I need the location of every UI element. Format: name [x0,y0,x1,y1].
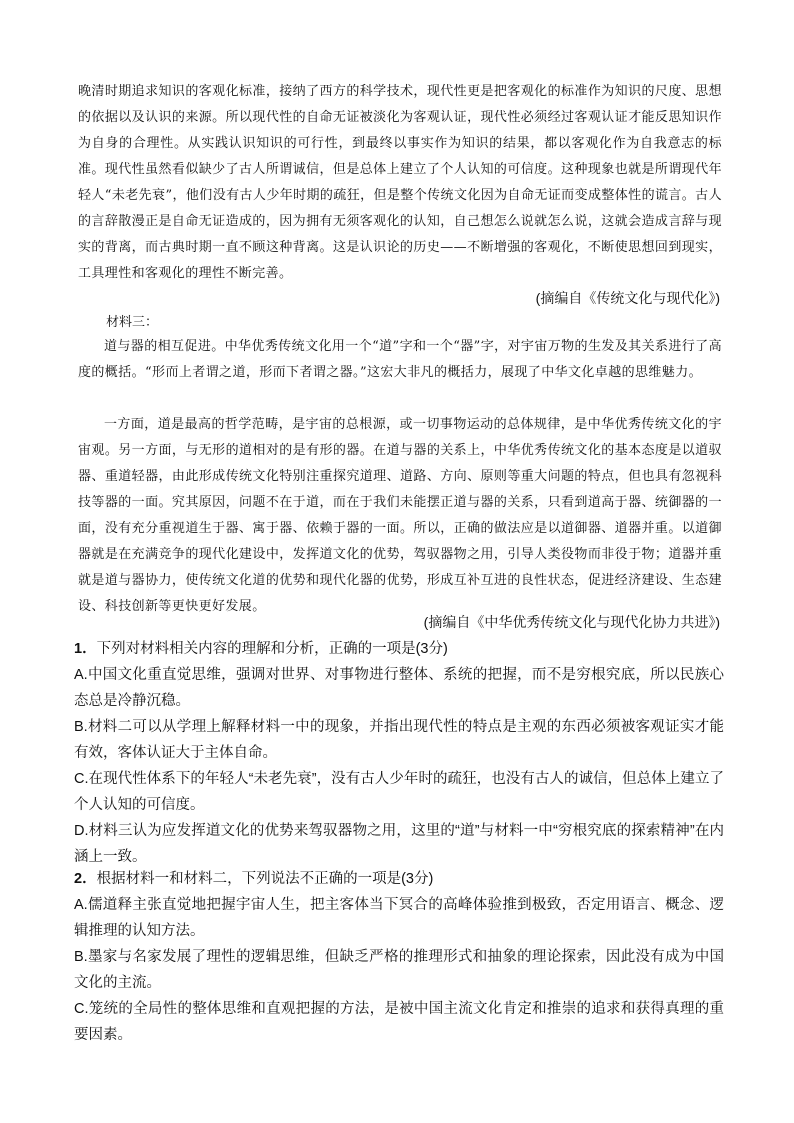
question-2-option-c: C.笼统的全局性的整体思维和直观把握的方法，是被中国主流文化肯定和推崇的追求和获得真理的重要因素。 [74,1001,724,1043]
question-1-option-c: C.在现代性体系下的年轻人“未老先衰”，没有古人少年时的疏狂，也没有古人的诚信，但总体上建立了个人认知的可信度。 [74,771,724,813]
material-3-label: 材料三： [106,315,159,330]
question-1-option-a: A.中国文化重直觉思维，强调对世界、对事物进行整体、系统的把握，而不是穷根究底，所以民族心态总是冷静沉稳。 [74,667,724,709]
material-3-paragraph-1: 道与器的相互促进。中华优秀传统文化用一个“道”字和一个“器”字，对宇宙万物的生发及其关系进行了高度的概括。“形而上者谓之道，形而下者谓之器。”这宏大非凡的概括力，展现了中华文化卓越的思维魅力。 [78,339,722,380]
question-2-option-b: B.墨家与名家发展了理性的逻辑思维，但缺乏严格的推理形式和抽象的理论探索，因此没有成为中国文化的主流。 [74,949,724,991]
question-2-stem [74,866,724,892]
question-2-text: 根据材料一和材料二，下列说法不正确的一项是(3分) [96,871,434,887]
material-2-tail: 晚清时期追求知识的客观化标准，接纳了西方的科学技术，现代性更是把客观化的标准作为知识的尺度、思想的依据以及认识的来源。所以现代性的自命无证被淡化为客观认证，现代性必须经过客观认证才能反思知识作为自身的合理性。从实践认识知识的可行性，到最终以事实作为知识的结果，都以客观化作为自我意志的标准。现代性虽然看似缺少了古人所谓诚信，但是总体上建立了个人认知的可信度。这种现象也就是所谓现代年轻人“未老先衰”，他们没有古人少年时期的疏狂，但是整个传统文化因为自命无证而变成整体性的谎言。古人的言辞散漫正是自命无证造成的，因为拥有无须客观化的认知，自己想怎么说就怎么说，这就会造成言辞与现实的背离，而古典时期一直不顾这种背离。这是认识论的历史——不断增强的客观化，不断使思想回到现实，工具理性和客观化的理性不断完善。 [78,84,722,281]
question-1-text: 下列对材料相关内容的理解和分析，正确的一项是(3分) [96,641,448,657]
question-1-stem [74,636,724,662]
source-citation-2: (摘编自《传统文化与现代化》) [535,290,720,306]
material-3-paragraph-2: 一方面，道是最高的哲学范畴，是宇宙的总根源，或一切事物运动的总体规律，是中华优秀传统文化的宇宙观。另一方面，与无形的道相对的是有形的器。在道与器的关系上，中华优秀传统文化的基本态度是以道驭器、重道轻器，由此形成传统文化特别注重探究道理、道路、方向、原则等重大问题的特点，但也具有忽视科技等器的一面。究其原因，问题不在于道，而在于我们未能摆正道与器的关系，只看到道高于器、统御器的一面，没有充分重视道生于器、寓于器、依赖于器的一面。所以，正确的做法应是以道御器、道器并重。以道御器就是在充满竞争的现代化建设中，发挥道文化的优势，驾驭器物之用，引导人类役物而非役于物；道器并重就是道与器协力，使传统文化道的优势和现代化器的优势，形成互补互进的良性状态，促进经济建设、生态建设、科技创新等更快更好发展。 [78,417,722,614]
question-1-option-d: D.材料三认为应发挥道文化的优势来驾驭器物之用，这里的“道”与材料一中“穷根究底的探索精神”在内涵上一致。 [74,823,724,865]
question-2-option-a: A.儒道释主张直觉地把握宇宙人生，把主客体当下冥合的高峰体验推到极致，否定用语言、概念、逻辑推理的认知方法。 [74,897,724,939]
question-2-number: 2． [74,871,97,887]
question-1-number: 1． [74,641,97,657]
source-citation-3: (摘编自《中华优秀传统文化与现代化协力共进》) [423,614,720,630]
question-1-option-b: B.材料二可以从学理上解释材料一中的现象，并指出现代性的特点是主观的东西必须被客观证实才能有效，客体认证大于主体自命。 [74,719,724,761]
